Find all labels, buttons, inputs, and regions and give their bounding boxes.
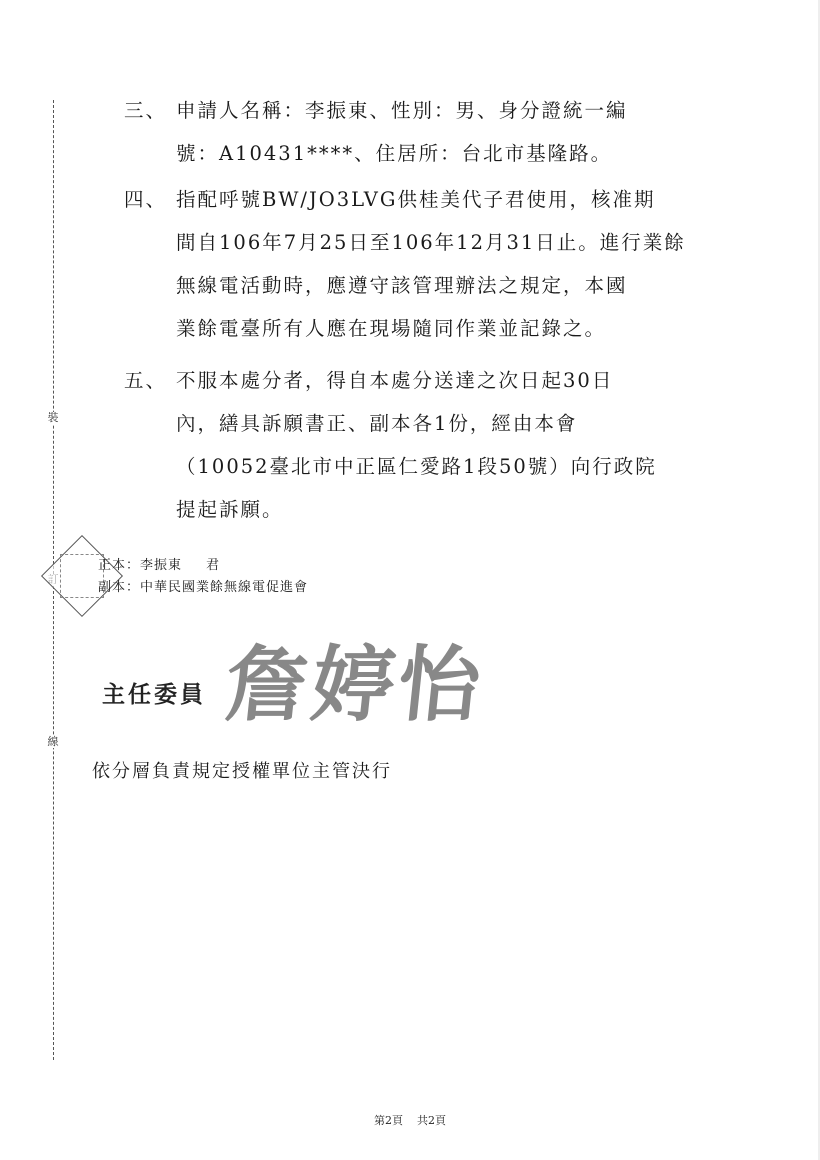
item-line	[124, 488, 724, 531]
original-label: 正本：	[98, 558, 141, 573]
item-line	[124, 89, 724, 132]
item-line	[124, 264, 724, 307]
item-text: 無線電活動時，應遵守該管理辦法之規定，本國	[176, 274, 628, 297]
item-text: 申請人名稱：李振東、性別：男、身分證統一編	[176, 99, 628, 122]
copy-recipient	[98, 577, 308, 599]
signature-name: 詹婷怡	[221, 638, 490, 733]
item-number: 三、	[124, 99, 168, 122]
item-text: 間自106年7月25日至106年12月31日止。進行業餘	[176, 231, 686, 254]
item-text: 指配呼號BW/JO3LVG供桂美代子君使用，核准期	[176, 188, 656, 211]
page-number: 第2頁	[374, 1114, 403, 1127]
copy-name: 中華民國業餘無線電促進會	[140, 580, 309, 595]
original-name: 李振東	[140, 558, 183, 573]
authorization-note: 依分層負責規定授權單位主管決行	[92, 761, 392, 782]
binding-mark-zhuang: 裝	[45, 412, 61, 424]
item-text: 不服本處分者，得自本處分送達之次日起30日	[176, 369, 614, 392]
item-line	[124, 402, 724, 445]
item-three	[124, 89, 724, 175]
item-text: （10052臺北市中正區仁愛路1段50號）向行政院	[176, 455, 657, 478]
original-recipient	[98, 555, 308, 577]
item-line	[124, 178, 724, 221]
item-five	[124, 359, 724, 531]
page-total: 共2頁	[417, 1114, 446, 1127]
signature-title: 主任委員	[102, 682, 206, 708]
item-line	[124, 307, 724, 350]
item-text: 號：A10431****、住居所：台北市基隆路。	[176, 142, 613, 165]
item-text: 提起訴願。	[176, 498, 284, 521]
page-footer	[0, 1112, 820, 1128]
item-text: 內，繕具訴願書正、副本各1份，經由本會	[176, 412, 578, 435]
item-line	[124, 445, 724, 488]
copy-label: 副本：	[98, 580, 141, 595]
item-text: 業餘電臺所有人應在現場隨同作業並記錄之。	[176, 317, 607, 340]
item-number: 五、	[124, 369, 168, 392]
original-honorific: 君	[206, 558, 221, 573]
item-line	[124, 221, 724, 264]
recipients-block	[98, 555, 308, 599]
item-line	[124, 132, 724, 175]
item-line	[124, 359, 724, 402]
signature-block	[100, 636, 560, 746]
item-number: 四、	[124, 188, 168, 211]
binding-mark-xian: 線	[45, 736, 61, 748]
item-four	[124, 178, 724, 350]
